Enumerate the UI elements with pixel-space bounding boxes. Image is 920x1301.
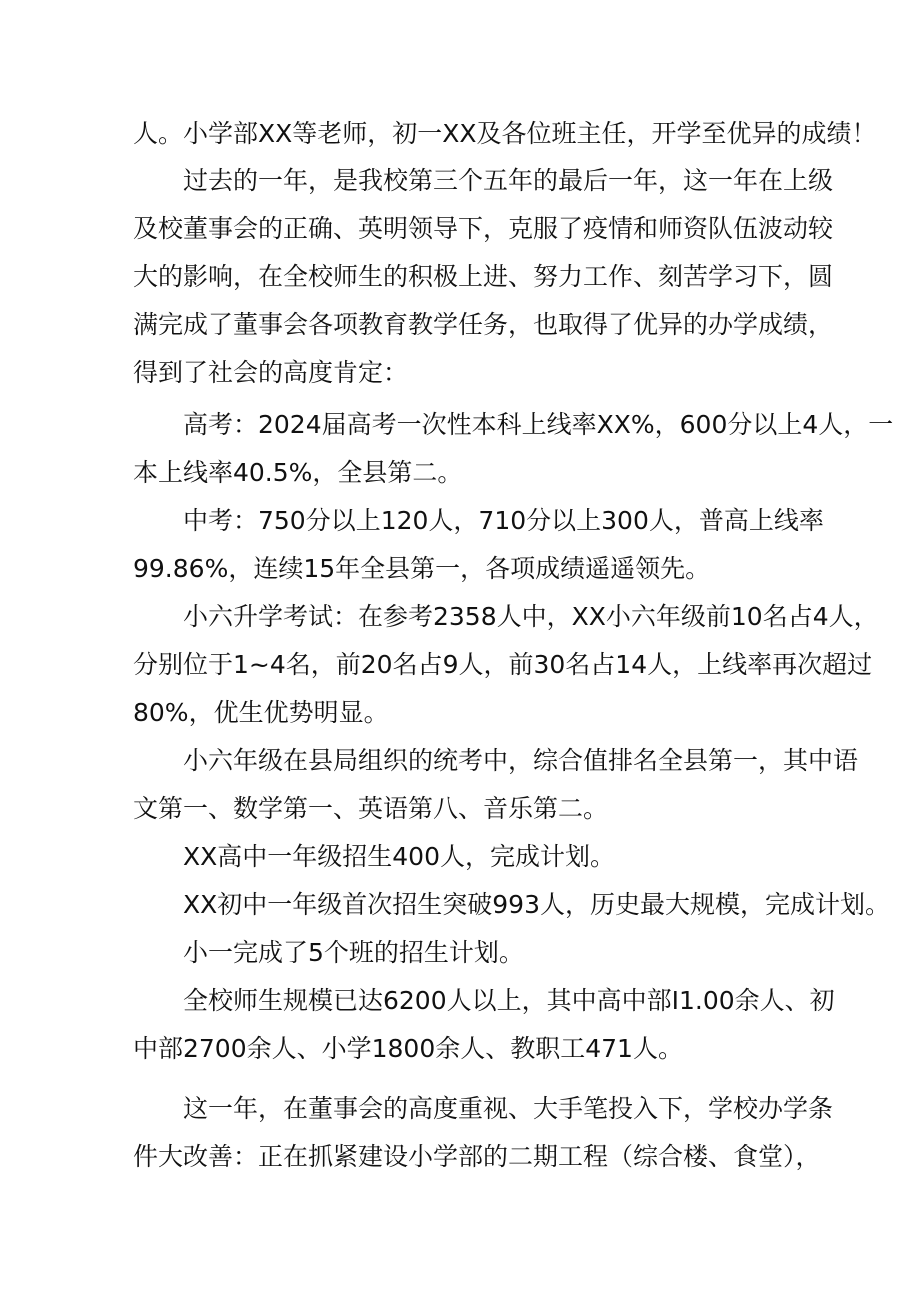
text-line-11: 小六升学考试：在参考2358人中，XX小六年级前10名占4人， — [183, 602, 879, 631]
text-line-14: 小六年级在县局组织的统考中，综合值排名全县第一，其中语 — [183, 746, 859, 775]
text-line-16: XX高中一年级招生400人，完成计划。 — [183, 842, 615, 871]
text-line-21: 这一年，在董事会的高度重视、大手笔投入下，学校办学条 — [183, 1094, 834, 1123]
text-line-15: 文第一、数学第一、英语第八、音乐第二。 — [133, 794, 609, 823]
text-line-9: 中考：750分以上120人，710分以上300人，普高上线率 — [183, 506, 824, 535]
text-line-2: 过去的一年，是我校第三个五年的最后一年，这一年在上级 — [183, 166, 834, 195]
text-line-1: 人。小学部XX等老师，初一XX及各位班主任，开学至优异的成绩！ — [133, 119, 877, 148]
text-line-8: 本上线率40.5%，全县第二。 — [133, 458, 463, 487]
text-line-3: 及校董事会的正确、英明领导下，克服了疫情和师资队伍波动较 — [133, 214, 834, 243]
text-line-4: 大的影响，在全校师生的积极上进、努力工作、刻苦学习下，圆 — [133, 262, 834, 291]
text-line-12: 分别位于1~4名，前20名占9人，前30名占14人，上线率再次超过 — [133, 650, 873, 679]
text-line-19: 全校师生规模已达6200人以上，其中高中部I1.00余人、初 — [183, 986, 835, 1015]
text-line-5: 满完成了董事会各项教育教学任务，也取得了优异的办学成绩， — [133, 310, 834, 339]
text-line-20: 中部2700余人、小学1800余人、教职工471人。 — [133, 1034, 683, 1063]
text-line-6: 得到了社会的高度肯定： — [133, 358, 409, 387]
text-line-10: 99.86%，连续15年全县第一，各项成绩遥遥领先。 — [133, 554, 711, 583]
text-line-13: 80%，优生优势明显。 — [133, 698, 389, 727]
text-line-7: 高考：2024届高考一次性本科上线率XX%，600分以上4人，一 — [183, 410, 894, 439]
text-line-17: XX初中一年级首次招生突破993人，历史最大规模，完成计划。 — [183, 890, 890, 919]
text-line-18: 小一完成了5个班的招生计划。 — [183, 938, 524, 967]
text-line-22: 件大改善：正在抓紧建设小学部的二期工程（综合楼、食堂）， — [133, 1142, 821, 1171]
